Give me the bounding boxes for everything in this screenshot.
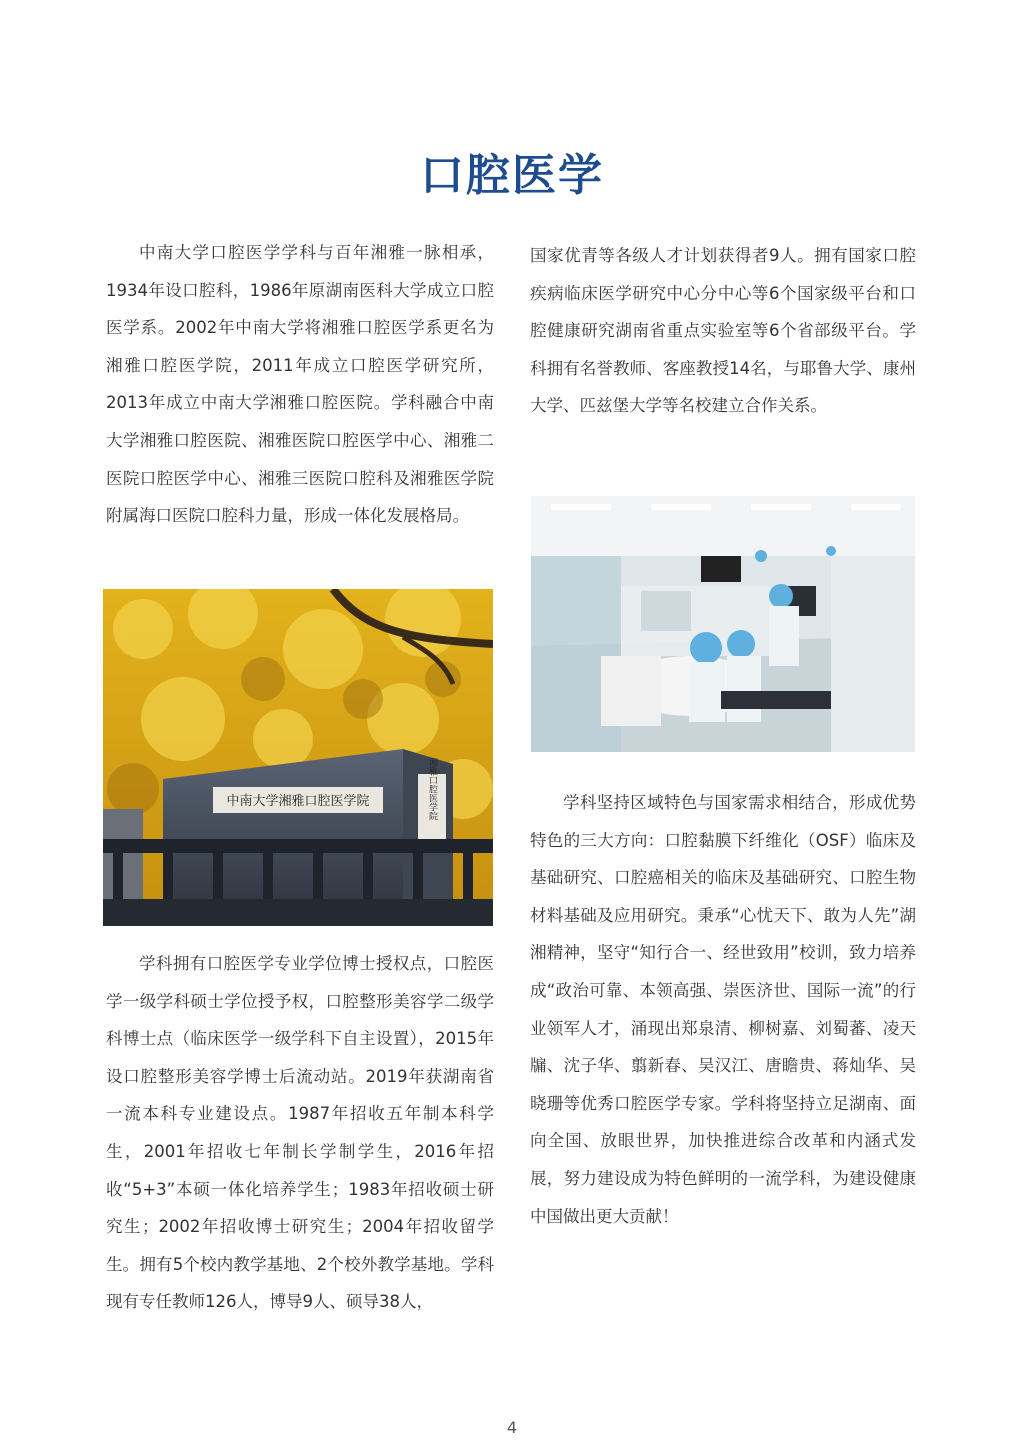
right-direction-block (530, 784, 916, 1235)
right-paragraph-directions: 学科坚持区域特色与国家需求相结合，形成优势特色的三大方向：口腔黏膜下纤维化（OSF）临床及基础研究、口腔癌相关的临床及基础研究、口腔生物材料基础及应用研究。秉承“心忧天下、敢为人先”湖湘精神，坚守“知行合一、经世致用”校训，致力培养成“政治可靠、本领高强、崇医济世、国际一流”的行业领军人才，涌现出郑泉清、柳树嘉、刘蜀蕃、凌天牖、沈子华、翦新春、吴汉江、唐瞻贵、蒋灿华、吴晓珊等优秀口腔医学专家。学科将坚持立足湖南、面向全国、放眼世界，加快推进综合改革和内涵式发展，努力建设成为特色鲜明的一流学科，为建设健康中国做出更大贡献！ (530, 793, 916, 1226)
right-paragraph-talent: 国家优青等各级人才计划获得者9人。拥有国家口腔疾病临床医学研究中心分中心等6个国家级平台和口腔健康研究湖南省重点实验室等6个省部级平台。学科拥有名誉教师、客座教授14名，与耶鲁大学、康州大学、匹兹堡大学等名校建立合作关系。 (530, 246, 916, 416)
left-degree-block (106, 945, 494, 1321)
right-talent-block (530, 237, 916, 425)
ginkgo-building-illustration (103, 589, 493, 926)
building-sign-text: 中南大学湘雅口腔医学院 (226, 794, 370, 809)
left-intro-block (106, 234, 494, 535)
page-number: 4 (506, 1418, 518, 1437)
left-paragraph-history: 中南大学口腔医学学科与百年湘雅一脉相承，1934年设口腔科，1986年原湖南医科大学成立口腔医学系。2002年中南大学将湘雅口腔医学系更名为湘雅口腔医学院，2011年成立口腔医学研究所，2013年成立中南大学湘雅口腔医院。学科融合中南大学湘雅口腔医院、湘雅医院口腔医学中心、湘雅二医院口腔医学中心、湘雅三医院口腔科及湘雅医学院附属海口医院口腔科力量，形成一体化发展格局。 (106, 243, 494, 526)
page-title: 口腔医学 (420, 150, 604, 201)
ginkgo-building-photo (103, 589, 493, 926)
building-side-sign: 湘雅口腔医学院 (427, 757, 437, 821)
left-paragraph-degrees: 学科拥有口腔医学专业学位博士授权点，口腔医学一级学科硕士学位授予权，口腔整形美容学二级学科博士点（临床医学一级学科下自主设置），2015年设口腔整形美容学博士后流动站。2019年获湖南省一流本科专业建设点。1987年招收五年制本科学生，2001年招收七年制长学制学生，2016年招收“5+3”本硕一体化培养学生；1983年招收硕士研究生；2002年招收博士研究生；2004年招收留学生。拥有5个校内教学基地、2个校外教学基地。学科现有专任教师126人，博导9人、硕导38人， (106, 954, 494, 1312)
dental-clinic-illustration (531, 496, 915, 752)
dental-clinic-photo (531, 496, 915, 752)
